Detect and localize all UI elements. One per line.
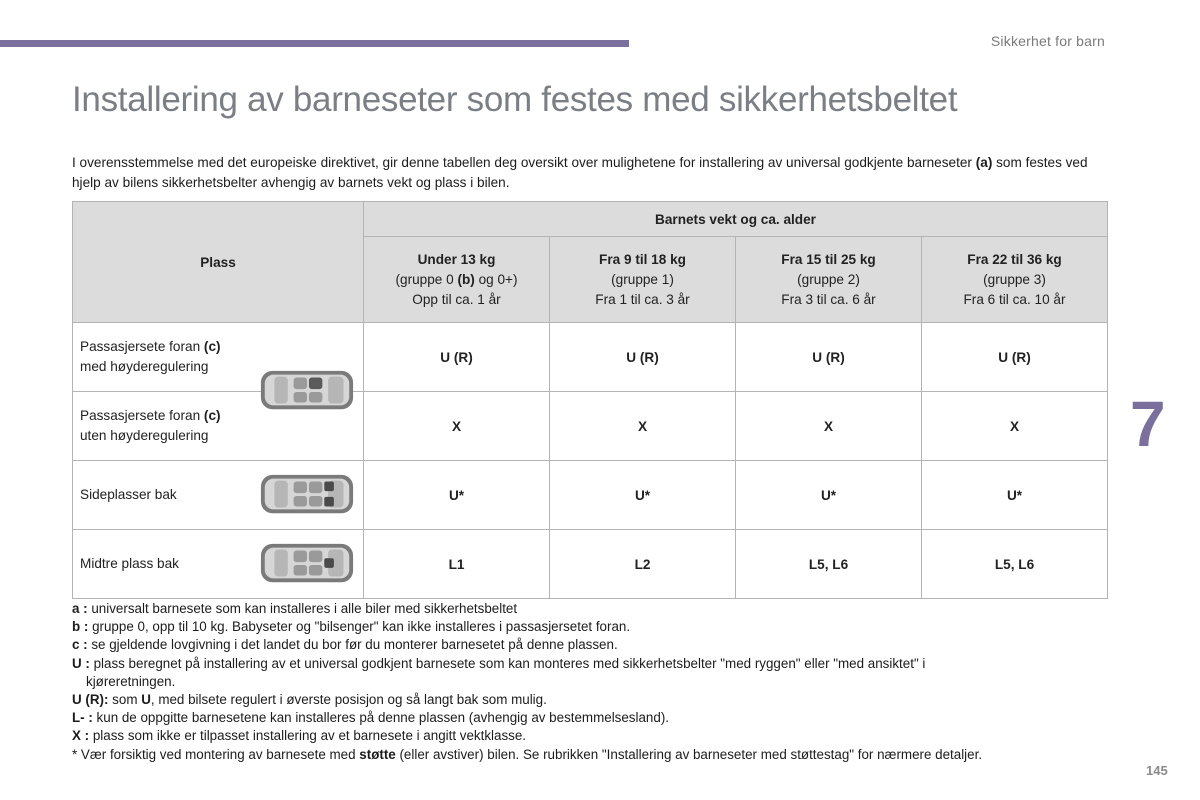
table-cell: U* (550, 461, 736, 530)
table-cell: L2 (550, 530, 736, 599)
column-header: Under 13 kg (gruppe 0 (b) og 0+) Opp til ca. 1 år (364, 237, 550, 323)
footnotes (72, 600, 1122, 764)
section-title: Sikkerhet for barn (990, 33, 1105, 49)
note-star: * Vær forsiktig ved montering av barnesete med støtte (eller avstiver) bilen. Se rubrikken "Installering av barneseter med støttestag" for nærmere detaljer. (72, 746, 983, 762)
page-title: Installering av barneseter som festes med sikkerhetsbeltet (72, 80, 958, 119)
table-cell: L5, L6 (736, 530, 922, 599)
note-b: b : gruppe 0, opp til 10 kg. Babyseter og "bilsenger" kan ikke installeres i passasjersetet foran. (72, 619, 631, 635)
table-cell: U (R) (736, 323, 922, 392)
table-cell: X (736, 392, 922, 461)
table-row (73, 530, 1108, 599)
note-x: X : plass som ikke er tilpasset installering av et barnesete i angitt vektklasse. (72, 728, 527, 744)
note-ur: U (R): som U, med bilsete regulert i øverste posisjon og så langt bak som mulig. (72, 692, 547, 708)
table-cell: U (R) (550, 323, 736, 392)
note-u-continued: kjøreretningen. (86, 673, 176, 689)
table-row (73, 461, 1108, 530)
note-a: a : universalt barnesete som kan installeres i alle biler med sikkerhetsbeltet (72, 601, 518, 616)
chapter-number: 7 (1130, 388, 1166, 460)
table-cell: X (922, 392, 1108, 461)
row-label: Midtre plass bak (73, 530, 364, 599)
intro-paragraph: I overensstemmelse med det europeiske direktivet, gir denne tabellen deg oversikt over mulighetene for installering av universal godkjente barneseter (a) som festes ved hjelp av bilens sikkerhetsbelter avhengig av barnets vekt og plass i bilen. (72, 155, 1088, 190)
note-c: c : se gjeldende lovgivning i det landet du bor før du monterer barnesetet på denne plassen. (72, 637, 618, 653)
table-cell: L5, L6 (922, 530, 1108, 599)
header-accent-bar (0, 40, 629, 47)
row-label: Passasjersete foran (c) uten høyderegulering (73, 392, 364, 461)
installation-table (72, 201, 1108, 599)
column-header: Fra 15 til 25 kg (gruppe 2) Fra 3 til ca. 6 år (736, 237, 922, 323)
column-header: Fra 9 til 18 kg (gruppe 1) Fra 1 til ca. 3 år (550, 237, 736, 323)
table-cell: X (550, 392, 736, 461)
table-cell: U* (364, 461, 550, 530)
row-label: Sideplasser bak (73, 461, 364, 530)
table-cell: U* (736, 461, 922, 530)
table-cell: L1 (364, 530, 550, 599)
table-cell: U (R) (364, 323, 550, 392)
group-header: Barnets vekt og ca. alder (364, 202, 1108, 237)
plass-header: Plass (73, 202, 364, 323)
row-label: Passasjersete foran (c) med høyderegulering (73, 323, 364, 392)
table-cell: X (364, 392, 550, 461)
table-row (73, 392, 1108, 461)
table-cell: U (R) (922, 323, 1108, 392)
table-row (73, 323, 1108, 392)
column-header: Fra 22 til 36 kg (gruppe 3) Fra 6 til ca. 10 år (922, 237, 1108, 323)
table-cell: U* (922, 461, 1108, 530)
page-number: 145 (1146, 763, 1168, 778)
note-u: U : plass beregnet på installering av et universal godkjent barnesete som kan monteres med sikkerhetsbelter "med ryggen" eller "med ansiktet" i (72, 655, 926, 671)
note-l: L- : kun de oppgitte barnesetene kan installeres på denne plassen (avhengig av bestemmelsesland). (72, 710, 669, 726)
